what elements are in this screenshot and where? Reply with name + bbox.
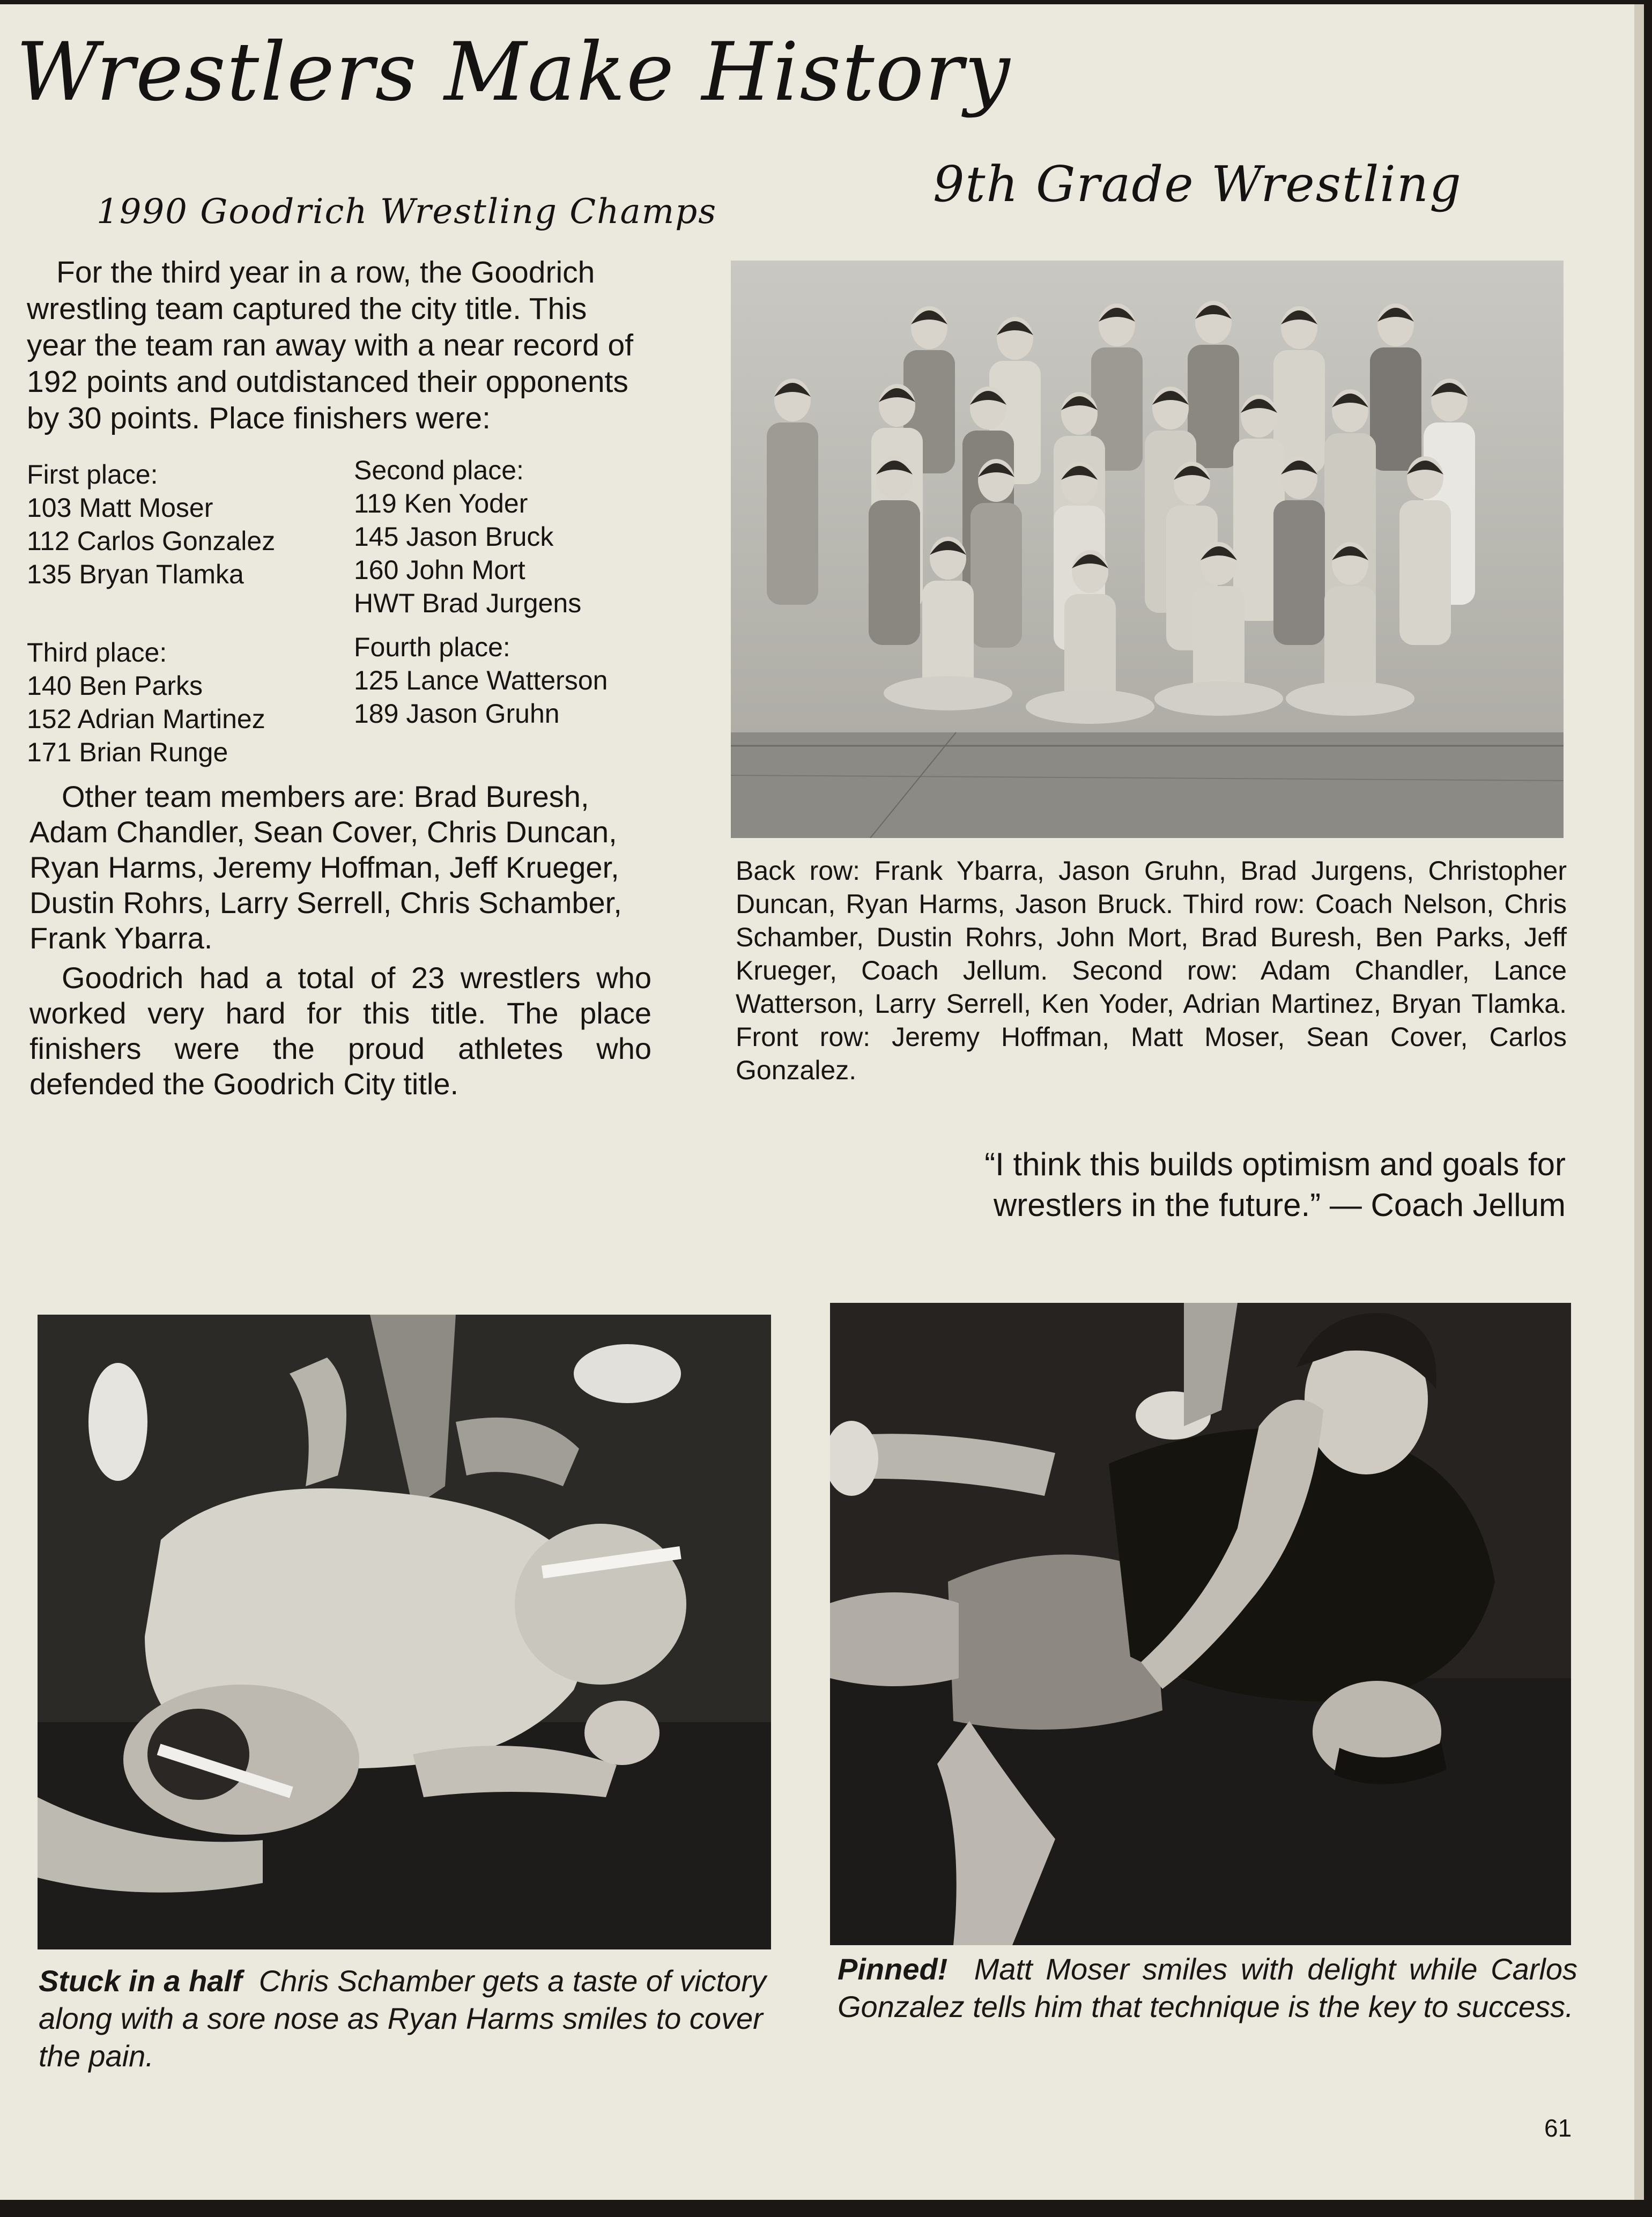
first-place-list	[27, 458, 275, 591]
yearbook-page	[0, 4, 1644, 2200]
placing-entry: 103 Matt Moser	[27, 493, 213, 523]
summary-paragraph: Goodrich had a total of 23 wrestlers who worked very hard for this title. The place finishers were the proud athletes who defended the Goodrich City title.	[29, 961, 651, 1101]
action-photo-left-image	[38, 1315, 771, 1949]
page-title: Wrestlers Make History	[16, 26, 1011, 119]
placing-entry: 171 Brian Runge	[27, 737, 228, 767]
action-photo-right	[830, 1303, 1571, 1945]
placing-label: Second place:	[354, 455, 524, 485]
placing-label: Third place:	[27, 637, 167, 668]
team-photo-caption: Back row: Frank Ybarra, Jason Gruhn, Brad Jurgens, Christopher Duncan, Ryan Harms, Jason Bruck. Third row: Coach Nelson, Chris Schamber, Dustin Rohrs, John Mort, Brad Buresh, Ben Parks, Jeff Krueger, Coach Jellum. Second row: Adam Chandler, Lance Watterson, Larry Serrell, Ken Yoder, Adrian Martinez, Bryan Tlamka. Front row: Jeremy Hoffman, Matt Moser, Sean Cover, Carlos Gonzalez.	[736, 856, 1567, 1085]
placing-label: Fourth place:	[354, 632, 510, 662]
third-place-list	[27, 636, 265, 769]
placing-entry: HWT Brad Jurgens	[354, 588, 582, 618]
placing-entry: 112 Carlos Gonzalez	[27, 526, 276, 556]
placing-entry: 160 John Mort	[354, 555, 525, 585]
right-photo-caption	[838, 1951, 1577, 2026]
action-photo-right-image	[830, 1303, 1571, 1945]
placing-entry: 189 Jason Gruhn	[354, 699, 560, 729]
caption-text: Matt Moser smiles with delight while Carlos Gonzalez tells him that technique is the key to success.	[838, 1952, 1578, 2023]
placing-entry: 135 Bryan Tlamka	[27, 559, 244, 589]
placing-entry: 125 Lance Watterson	[354, 665, 608, 695]
section-subtitle: 1990 Goodrich Wrestling Champs	[97, 192, 717, 232]
page-number: 61	[1544, 2114, 1572, 2142]
caption-text: Chris Schamber gets a taste of victory along with a sore nose as Ryan Harms smiles to cover the pain.	[39, 1964, 766, 2073]
placing-entry: 152 Adrian Martinez	[27, 704, 265, 734]
coach-quote: “I think this builds optimism and goals for wrestlers in the future.” — Coach Jellum	[984, 1146, 1566, 1223]
placing-entry: 145 Jason Bruck	[354, 522, 554, 552]
fourth-place-list	[354, 631, 608, 730]
intro-paragraph: For the third year in a row, the Goodrich wrestling team captured the city title. This year the team ran away with a near record of 192 points and outdistanced their opponents by 30 points. Place finishers were:	[27, 255, 634, 435]
caption-lead: Pinned!	[838, 1952, 948, 1986]
left-photo-caption	[39, 1962, 773, 2075]
action-photo-left	[38, 1315, 771, 1949]
placing-label: First place:	[27, 459, 158, 490]
photo-section-title: 9th Grade Wrestling	[933, 155, 1462, 213]
other-members-paragraph: Other team members are: Brad Buresh, Adam Chandler, Sean Cover, Chris Duncan, Ryan Harms, Jeremy Hoffman, Jeff Krueger, Dustin Rohrs, Larry Serrell, Chris Schamber, Frank Ybarra.	[29, 780, 622, 955]
team-photo-image	[731, 261, 1564, 838]
team-photo	[731, 261, 1564, 838]
placing-entry: 119 Ken Yoder	[354, 488, 528, 518]
second-place-list	[354, 454, 581, 620]
caption-lead: Stuck in a half	[39, 1964, 242, 1998]
placing-entry: 140 Ben Parks	[27, 671, 203, 701]
